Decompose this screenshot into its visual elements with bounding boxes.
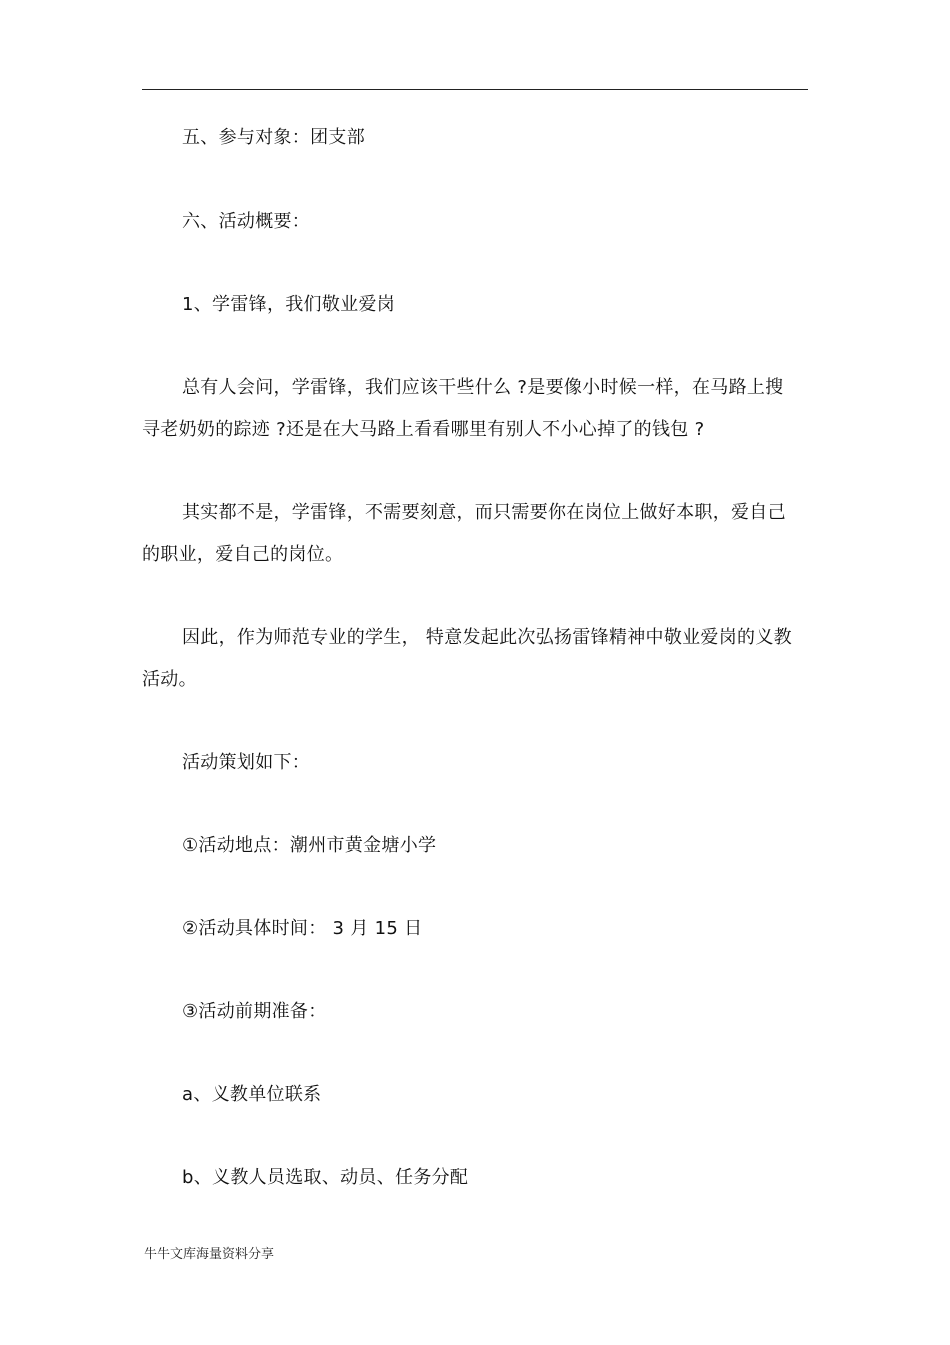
paragraph-line: 因此，作为师范专业的学生， 特意发起此次弘扬雷锋精神中敬业爱岗的义教 — [182, 627, 792, 648]
subsection-title: 1、学雷锋，我们敬业爱岗 — [182, 294, 396, 315]
paragraph-line: 活动。 — [142, 669, 197, 690]
paragraph-line: 其实都不是，学雷锋，不需要刻意，而只需要你在岗位上做好本职，爱自己 — [182, 502, 786, 523]
prep-item-a: a、义教单位联系 — [182, 1084, 322, 1105]
prep-item-b: b、义教人员选取、动员、任务分配 — [182, 1167, 469, 1188]
paragraph-line: 总有人会问，学雷锋，我们应该干些什么 ?是要像小时候一样，在马路上搜 — [182, 377, 784, 398]
plan-heading: 活动策划如下： — [182, 752, 311, 773]
plan-item-preparation: ③活动前期准备： — [182, 1001, 327, 1022]
section-overview: 六、活动概要： — [182, 211, 311, 232]
paragraph-line: 寻老奶奶的踪迹 ?还是在大马路上看看哪里有别人不小心掉了的钱包 ? — [142, 419, 705, 440]
footer-text: 牛牛文库海量资料分享 — [144, 1247, 275, 1262]
header-rule — [142, 89, 808, 90]
plan-item-time: ②活动具体时间： 3 月 15 日 — [182, 918, 423, 939]
plan-item-location: ①活动地点：潮州市黄金塘小学 — [182, 835, 437, 856]
paragraph-line: 的职业，爱自己的岗位。 — [142, 544, 344, 565]
section-participants: 五、参与对象：团支部 — [182, 127, 365, 148]
